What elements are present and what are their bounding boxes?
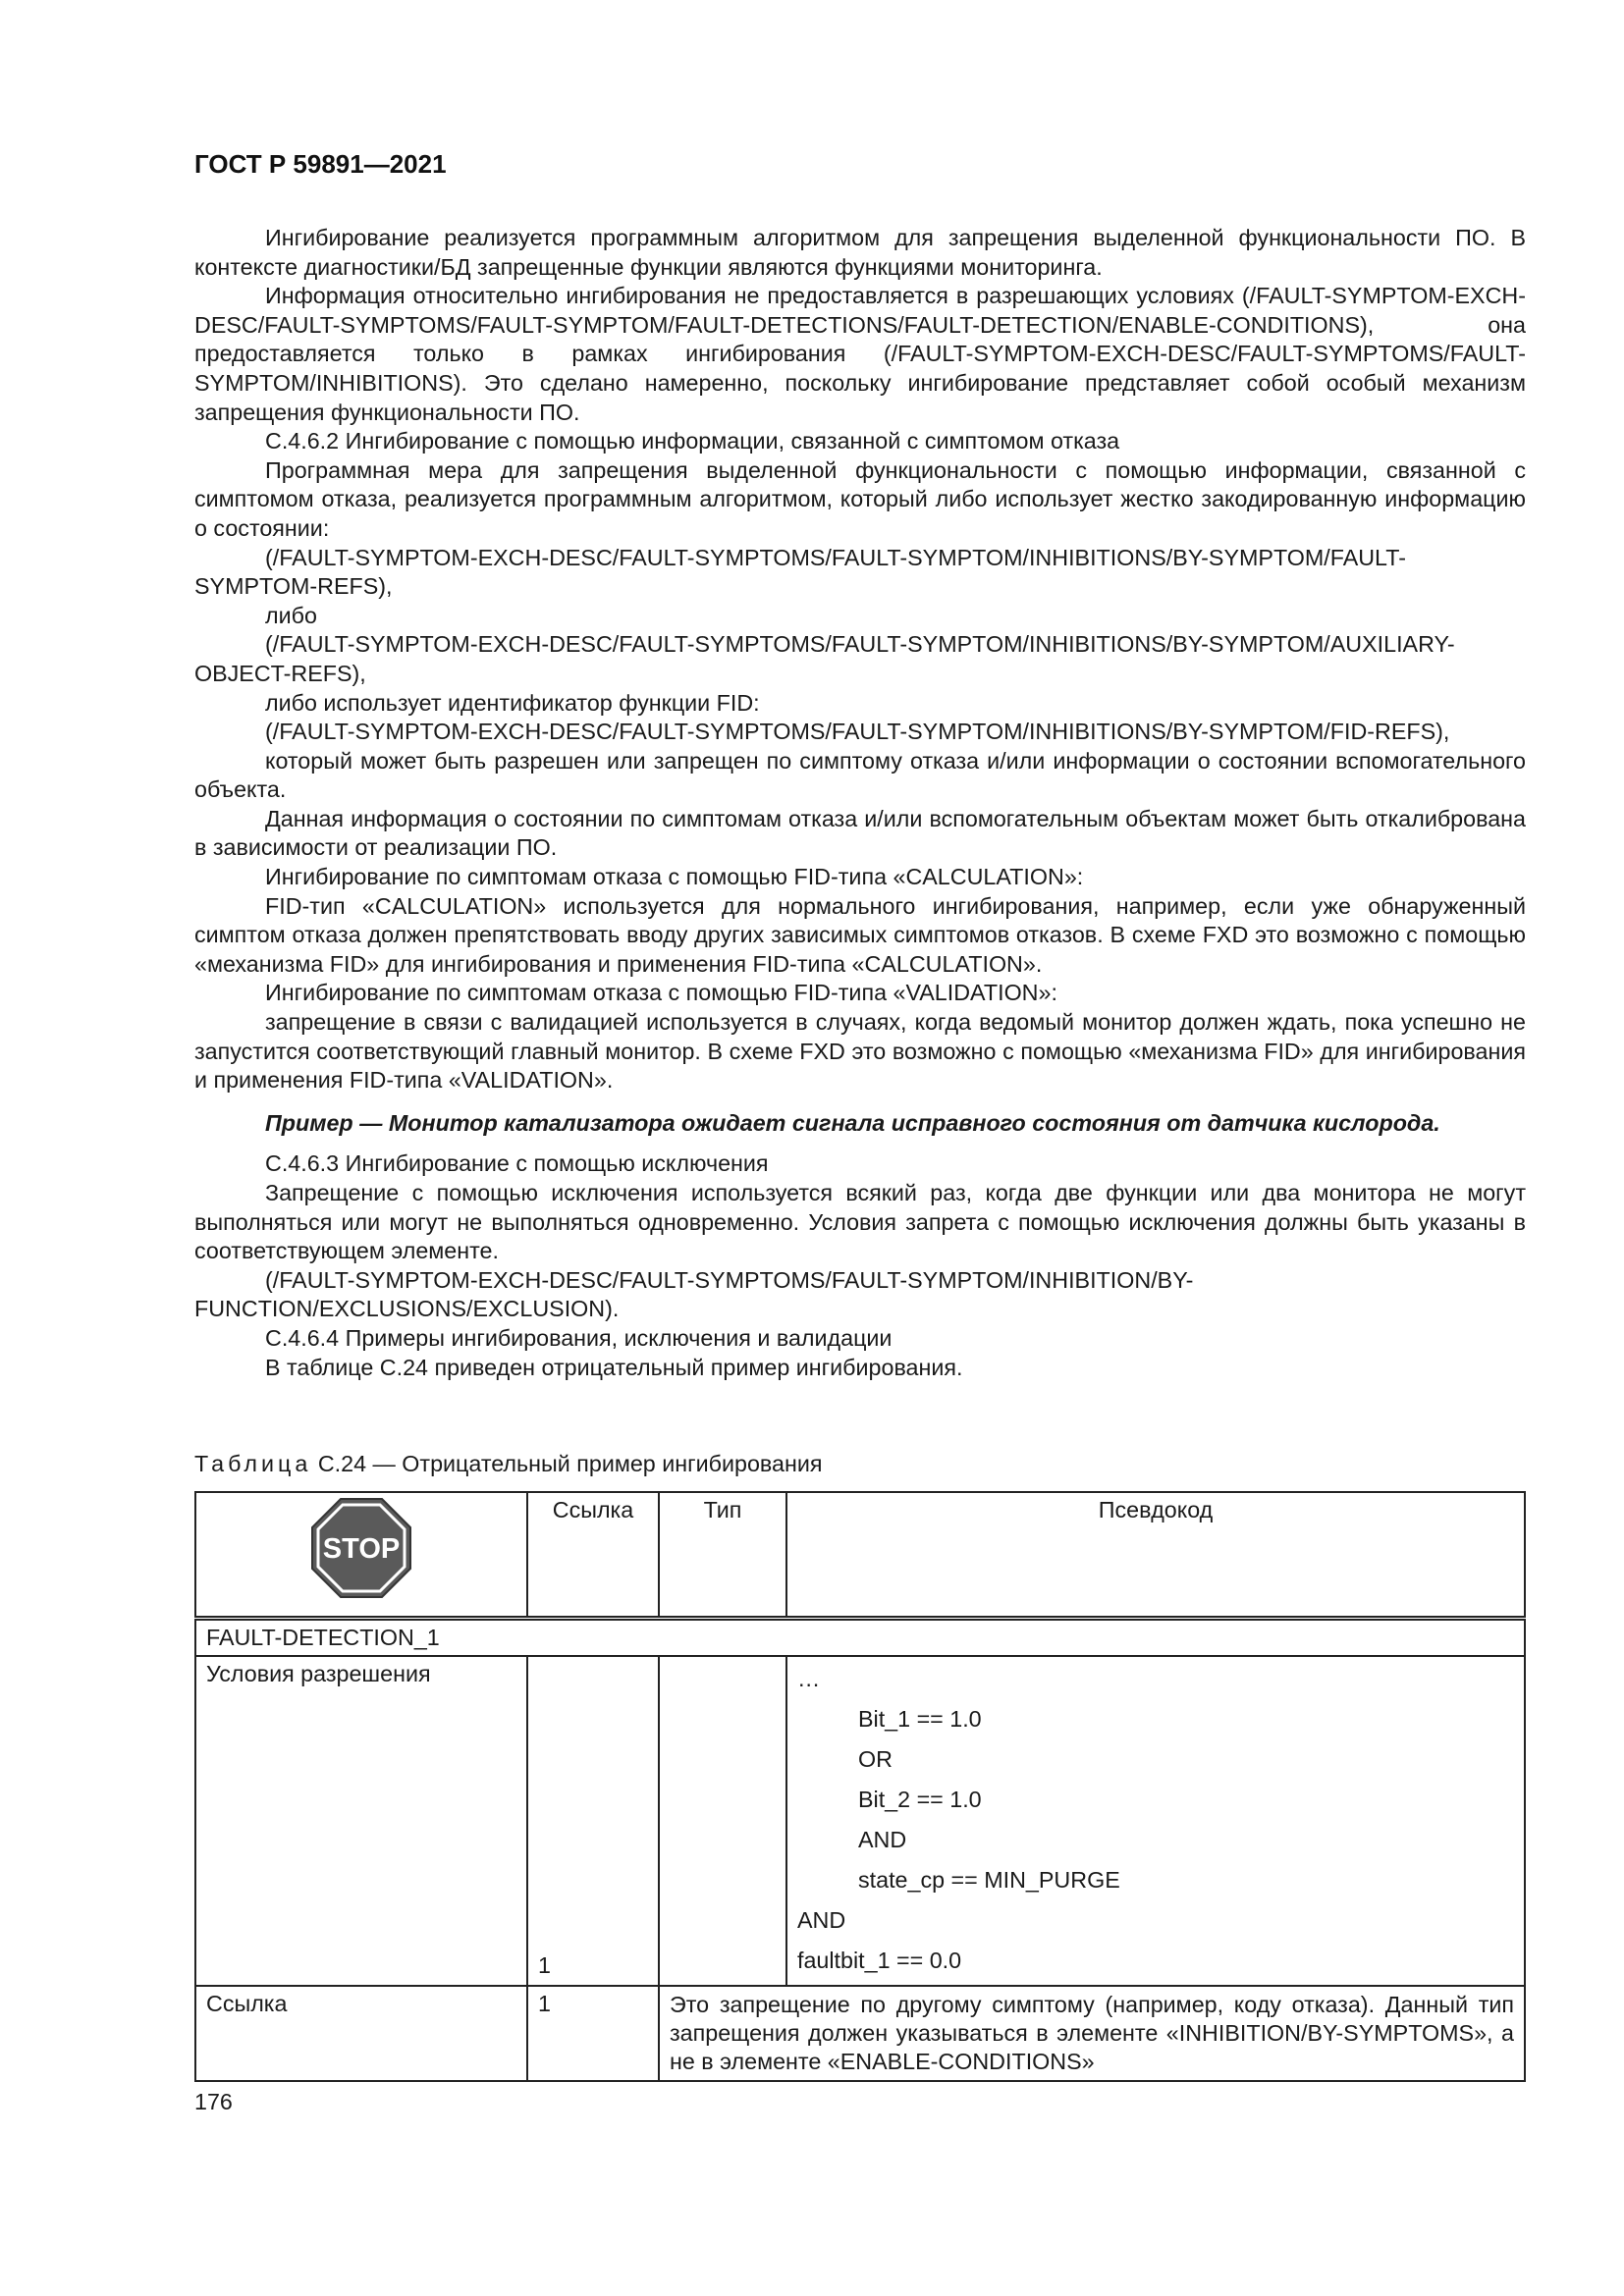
paragraph: Ингибирование реализуется программным алгоритмом для запрещения выделенной функциональности ПО. В контексте диагностики/БД запрещенные функции являются функциями мониторинга. xyxy=(194,225,1526,280)
enable-conditions-type xyxy=(659,1656,786,1986)
stop-sign-text: STOP xyxy=(322,1533,401,1565)
pseudocode-line: … xyxy=(797,1666,821,1691)
pseudocode-line: Bit_1 == 1.0 xyxy=(858,1706,982,1732)
paragraph: (/FAULT-SYMPTOM-EXCH-DESC/FAULT-SYMPTOMS/FAULT-SYMPTOM/INHIBITIONS/BY-SYMPTOM/FAULT-SYMPTOM-REFS), xyxy=(194,544,1406,600)
paragraph: (/FAULT-SYMPTOM-EXCH-DESC/FAULT-SYMPTOMS/FAULT-SYMPTOM/INHIBITION/BY-FUNCTION/EXCLUSIONS/EXCLUSION). xyxy=(194,1266,1194,1322)
paragraph: С.4.6.4 Примеры ингибирования, исключения и валидации xyxy=(265,1324,893,1351)
pseudocode-line: state_cp == MIN_PURGE xyxy=(858,1867,1120,1893)
col-header-pseudocode: Псевдокод xyxy=(786,1492,1525,1619)
pseudocode-line: AND xyxy=(797,1907,846,1933)
page-number: 176 xyxy=(194,2089,233,2114)
col-header-type: Тип xyxy=(659,1492,786,1619)
table-caption xyxy=(194,1451,822,1477)
reference-label: Ссылка xyxy=(195,1986,527,2081)
pseudocode-line: faultbit_1 == 0.0 xyxy=(797,1948,962,1973)
paragraph: Программная мера для запрещения выделенной функциональности с помощью информации, связанной с симптомом отказа, реализуется программным алгоритмом, который либо использует жестко закодированную информацию о состоянии: xyxy=(194,456,1526,541)
section-label: FAULT-DETECTION_1 xyxy=(195,1619,1525,1657)
table-caption-title: С.24 — Отрицательный пример ингибирования xyxy=(311,1451,823,1476)
example-paragraph: Пример — Монитор катализатора ожидает сигнала исправного состояния от датчика кислорода. xyxy=(265,1109,1440,1136)
reference-ref: 1 xyxy=(527,1986,659,2081)
table-caption-label: Таблица xyxy=(194,1451,312,1476)
pseudocode-line: OR xyxy=(858,1746,893,1772)
paragraph: который может быть разрешен или запрещен по симптому отказа и/или информации о состоянии вспомогательного объекта. xyxy=(194,747,1526,803)
table-header-row xyxy=(195,1492,1525,1619)
paragraph: В таблице С.24 приведен отрицательный пример ингибирования. xyxy=(265,1354,963,1380)
paragraph: Ингибирование по симптомам отказа с помощью FID-типа «VALIDATION»: xyxy=(265,980,1057,1006)
paragraph: FID-тип «CALCULATION» используется для нормального ингибирования, например, если уже обнаруженный симптом отказа должен препятствовать вводу других зависимых симптомов отказов. В схеме FXD это возможно с помощью «механизма FID» для ингибирования и применения FID-типа «CALCULATION». xyxy=(194,892,1526,977)
paragraph: либо использует идентификатор функции FID: xyxy=(265,689,760,716)
paragraph: запрещение в связи с валидацией используется в случаях, когда ведомый монитор должен ждать, пока успешно не запустится соответствующий главный монитор. В схеме FXD это возможно с помощью «механизма FID» для ингибирования и применения FID-типа «VALIDATION». xyxy=(194,1009,1526,1094)
inhibition-example-table xyxy=(194,1491,1526,2082)
paragraph: (/FAULT-SYMPTOM-EXCH-DESC/FAULT-SYMPTOMS/FAULT-SYMPTOM/INHIBITIONS/BY-SYMPTOM/AUXILIARY-OBJECT-REFS), xyxy=(194,631,1455,686)
col-header-ref: Ссылка xyxy=(527,1492,659,1619)
enable-conditions-ref: 1 xyxy=(538,1952,551,1978)
stop-sign-cell xyxy=(195,1492,527,1619)
reference-note: Это запрещение по другому симптому (например, коду отказа). Данный тип запрещения должен указываться в элементе «INHIBITION/BY-SYMPTOMS», а не в элементе «ENABLE-CONDITIONS» xyxy=(659,1986,1525,2081)
pseudocode-line: Bit_2 == 1.0 xyxy=(858,1787,982,1812)
document-header: ГОСТ Р 59891—2021 xyxy=(194,149,447,179)
paragraph: Ингибирование по симптомам отказа с помощью FID-типа «CALCULATION»: xyxy=(265,864,1084,890)
reference-row xyxy=(195,1986,1525,2081)
paragraph: либо xyxy=(265,602,317,628)
paragraph: Данная информация о состоянии по симптомам отказа и/или вспомогательным объектам может быть откалибрована в зависимости от реализации ПО. xyxy=(194,805,1526,861)
paragraph: (/FAULT-SYMPTOM-EXCH-DESC/FAULT-SYMPTOMS/FAULT-SYMPTOM/INHIBITIONS/BY-SYMPTOM/FID-REFS), xyxy=(265,719,1450,745)
pseudocode-line: AND xyxy=(858,1827,907,1852)
body-text xyxy=(194,224,1526,1382)
enable-conditions-ref-cell xyxy=(527,1656,659,1986)
stop-sign-icon xyxy=(310,1497,412,1599)
enable-conditions-label: Условия разрешения xyxy=(195,1656,527,1986)
section-row xyxy=(195,1619,1525,1657)
paragraph: С.4.6.3 Ингибирование с помощью исключения xyxy=(265,1150,769,1177)
pseudocode-cell xyxy=(786,1656,1525,1986)
paragraph: Информация относительно ингибирования не предоставляется в разрешающих условиях (/FAULT-SYMPTOM-EXCH-DESC/FAULT-SYMPTOMS/FAULT-SYMPTOM/FAULT-DETECTIONS/FAULT-DETECTION/ENABLE-CONDITIONS), она предоставляется только в рамках ингибирования (/FAULT-SYMPTOM-EXCH-DESC/FAULT-SYMPTOMS/FAULT-SYMPTOM/INHIBITIONS). Это сделано намеренно, поскольку ингибирование представляет собой особый механизм запрещения функциональности ПО. xyxy=(194,283,1526,425)
paragraph: Запрещение с помощью исключения используется всякий раз, когда две функции или два монитора не могут выполняться или могут не выполняться одновременно. Условия запрета с помощью исключения должны быть указаны в соответствующем элементе. xyxy=(194,1180,1526,1264)
enable-conditions-row xyxy=(195,1656,1525,1986)
paragraph: С.4.6.2 Ингибирование с помощью информации, связанной с симптомом отказа xyxy=(265,428,1120,454)
